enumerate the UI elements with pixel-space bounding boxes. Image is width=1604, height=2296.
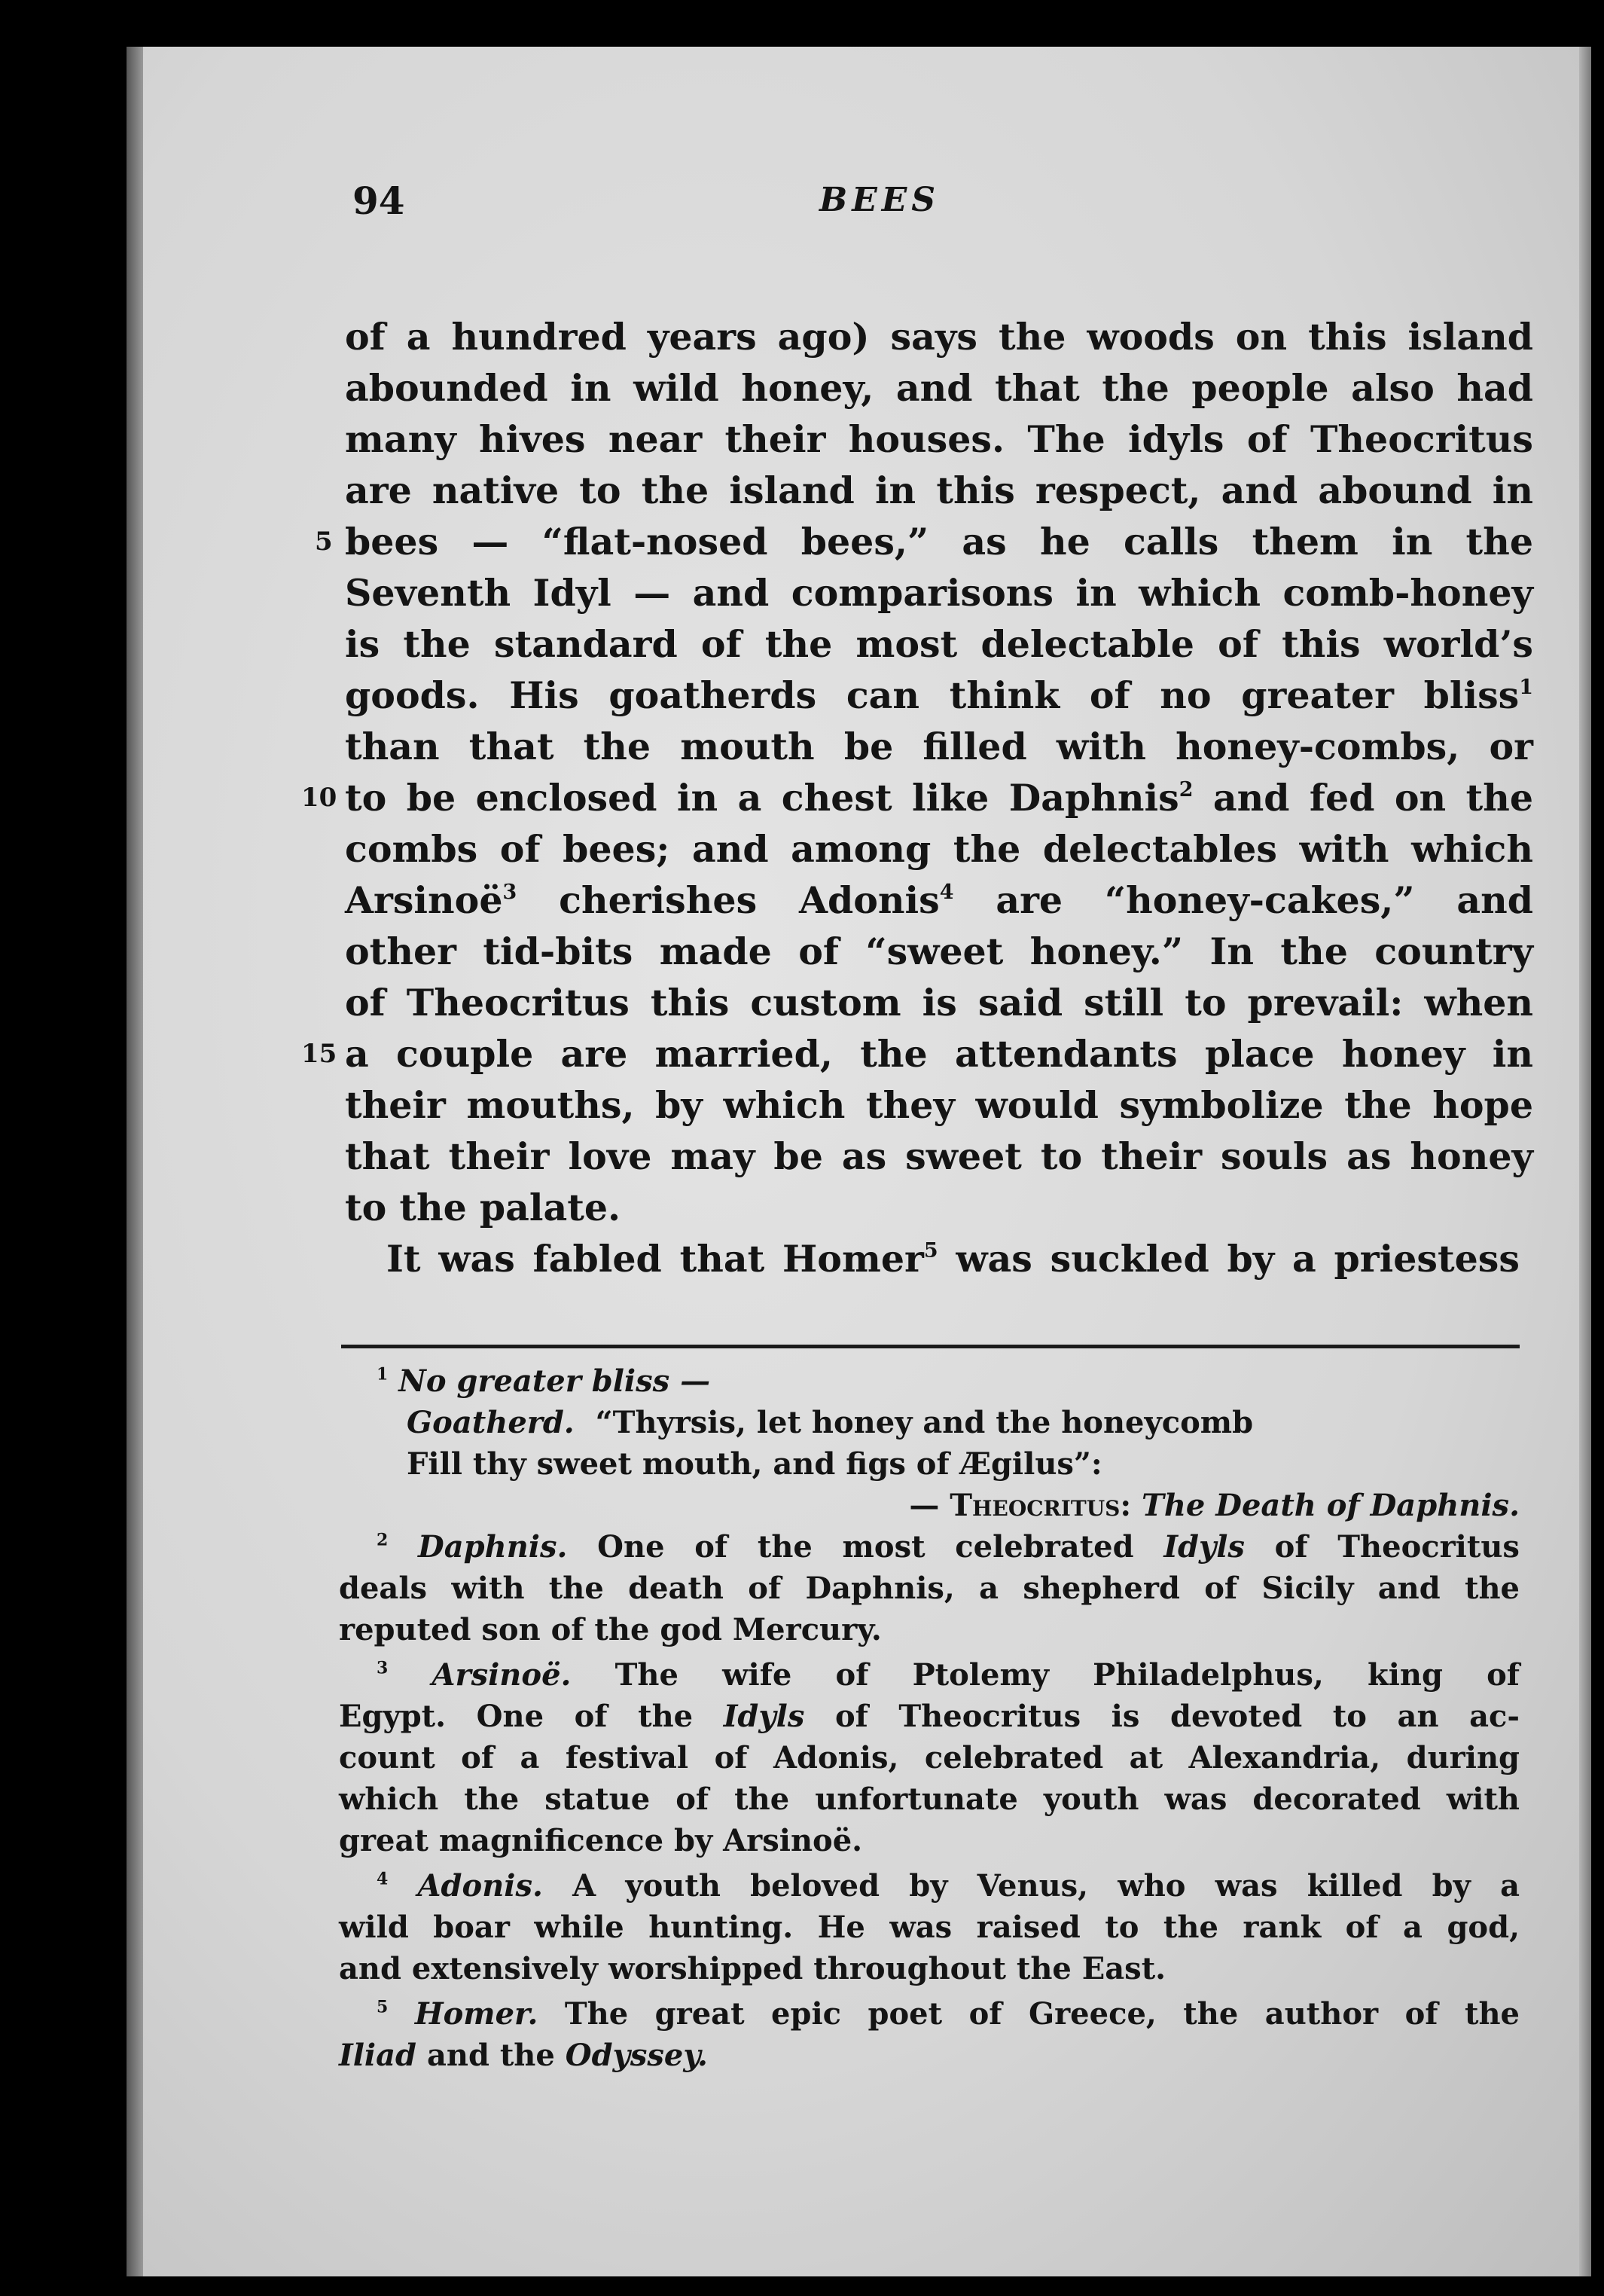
body-line: [345, 669, 1533, 722]
footnote-4-line: $^4$ Adonis. A youth beloved by Venus, who was killed by a: [377, 1868, 1520, 1904]
footnote-2-line: deals with the death of Daphnis, a shepherd of Sicily and the: [339, 1571, 1520, 1606]
line-number: 10: [301, 783, 337, 813]
body-line: their mouths, by which they would symbolize the hope: [345, 1083, 1533, 1127]
body-line-text: goods. His goatherds can think of no greater bliss: [345, 673, 1520, 717]
body-line: many hives near their houses. The idyls of Theocritus: [345, 417, 1533, 461]
body-line: Seventh Idyl — and comparisons in which comb-honey: [345, 571, 1533, 615]
body-line: are native to the island in this respect, and abound in: [345, 469, 1533, 512]
footnote-2-line: $^2$ Daphnis. One of the most celebrated Idyls of Theocritus: [377, 1529, 1520, 1565]
body-line: [345, 771, 1533, 824]
body-line: abounded in wild honey, and that the people also had: [345, 366, 1533, 410]
note-mark: 5: [923, 1239, 938, 1263]
note-mark: 4: [939, 881, 954, 905]
body-line: is the standard of the most delectable of this world’s: [345, 622, 1533, 666]
footnote-4-line: wild boar while hunting. He was raised to the rank of a god,: [339, 1910, 1520, 1945]
note-mark: 2: [1179, 778, 1194, 802]
body-line: combs of bees; and among the delectables with which: [345, 827, 1533, 871]
body-line-text: are “honey-cakes,” and: [996, 878, 1534, 922]
line-number: 5: [315, 527, 333, 557]
page-number: 94: [352, 179, 405, 223]
body-line: bees — “flat-nosed bees,” as he calls them in the: [345, 520, 1533, 563]
footnote-1-quote-line: Goatherd. “Thyrsis, let honey and the honeycomb: [407, 1405, 1254, 1440]
footnote-2-line: reputed son of the god Mercury.: [339, 1612, 882, 1647]
note-mark: 3: [502, 881, 517, 905]
body-line: a couple are married, the attendants place honey in: [345, 1032, 1533, 1076]
body-line-text: and fed on the: [1212, 776, 1534, 820]
running-head: BEES: [819, 181, 941, 219]
body-line: of a hundred years ago) says the woods on this island: [345, 315, 1533, 359]
footnote-1-quote-line: Fill thy sweet mouth, and figs of Ægilus”:: [407, 1446, 1102, 1482]
line-number: 15: [301, 1039, 337, 1069]
footnote-4-line: and extensively worshipped throughout the East.: [339, 1951, 1166, 1986]
body-line-text: Arsinoë: [345, 878, 503, 922]
footnote-5-line: Iliad and the Odyssey.: [339, 2038, 708, 2073]
body-line: [386, 1232, 1520, 1285]
footnote-3-line: which the statue of the unfortunate youth was decorated with: [339, 1782, 1520, 1817]
body-line: other tid-bits made of “sweet honey.” In the country: [345, 930, 1533, 973]
body-line: to the palate.: [345, 1186, 621, 1229]
footnote-3-line: great magnificence by Arsinoë.: [339, 1823, 863, 1858]
book-page: [127, 47, 1591, 2276]
body-line-text: to be enclosed in a chest like Daphnis: [345, 776, 1179, 820]
body-line-text: was suckled by a priestess: [956, 1237, 1520, 1281]
body-line: of Theocritus this custom is said still to prevail: when: [345, 981, 1533, 1024]
body-line: than that the mouth be filled with honey-combs, or: [345, 725, 1533, 768]
footnote-rule: [341, 1345, 1520, 1348]
footnote-3-line: count of a festival of Adonis, celebrated at Alexandria, during: [339, 1740, 1520, 1775]
footnote-5-line: $^5$ Homer. The great epic poet of Greece, the author of the: [377, 1996, 1520, 2032]
body-line: that their love may be as sweet to their souls as honey: [345, 1134, 1533, 1178]
body-line: [345, 874, 1533, 927]
page-spine-shadow: [127, 47, 143, 2276]
note-mark: 1: [1519, 676, 1533, 700]
footnote-3-line: $^3$ Arsinoë. The wife of Ptolemy Philadelphus, king of: [377, 1657, 1520, 1693]
body-line-text: It was fabled that Homer: [386, 1237, 924, 1281]
page-edge-shadow: [1579, 47, 1591, 2276]
footnote-3-line: Egypt. One of the Idyls of Theocritus is devoted to an ac-: [339, 1699, 1520, 1734]
body-line-text: cherishes Adonis: [559, 878, 940, 922]
footnote-1-head: $^1$ No greater bliss —: [377, 1363, 711, 1399]
footnote-1-attribution: — Theocritus: The Death of Daphnis.: [909, 1488, 1520, 1523]
